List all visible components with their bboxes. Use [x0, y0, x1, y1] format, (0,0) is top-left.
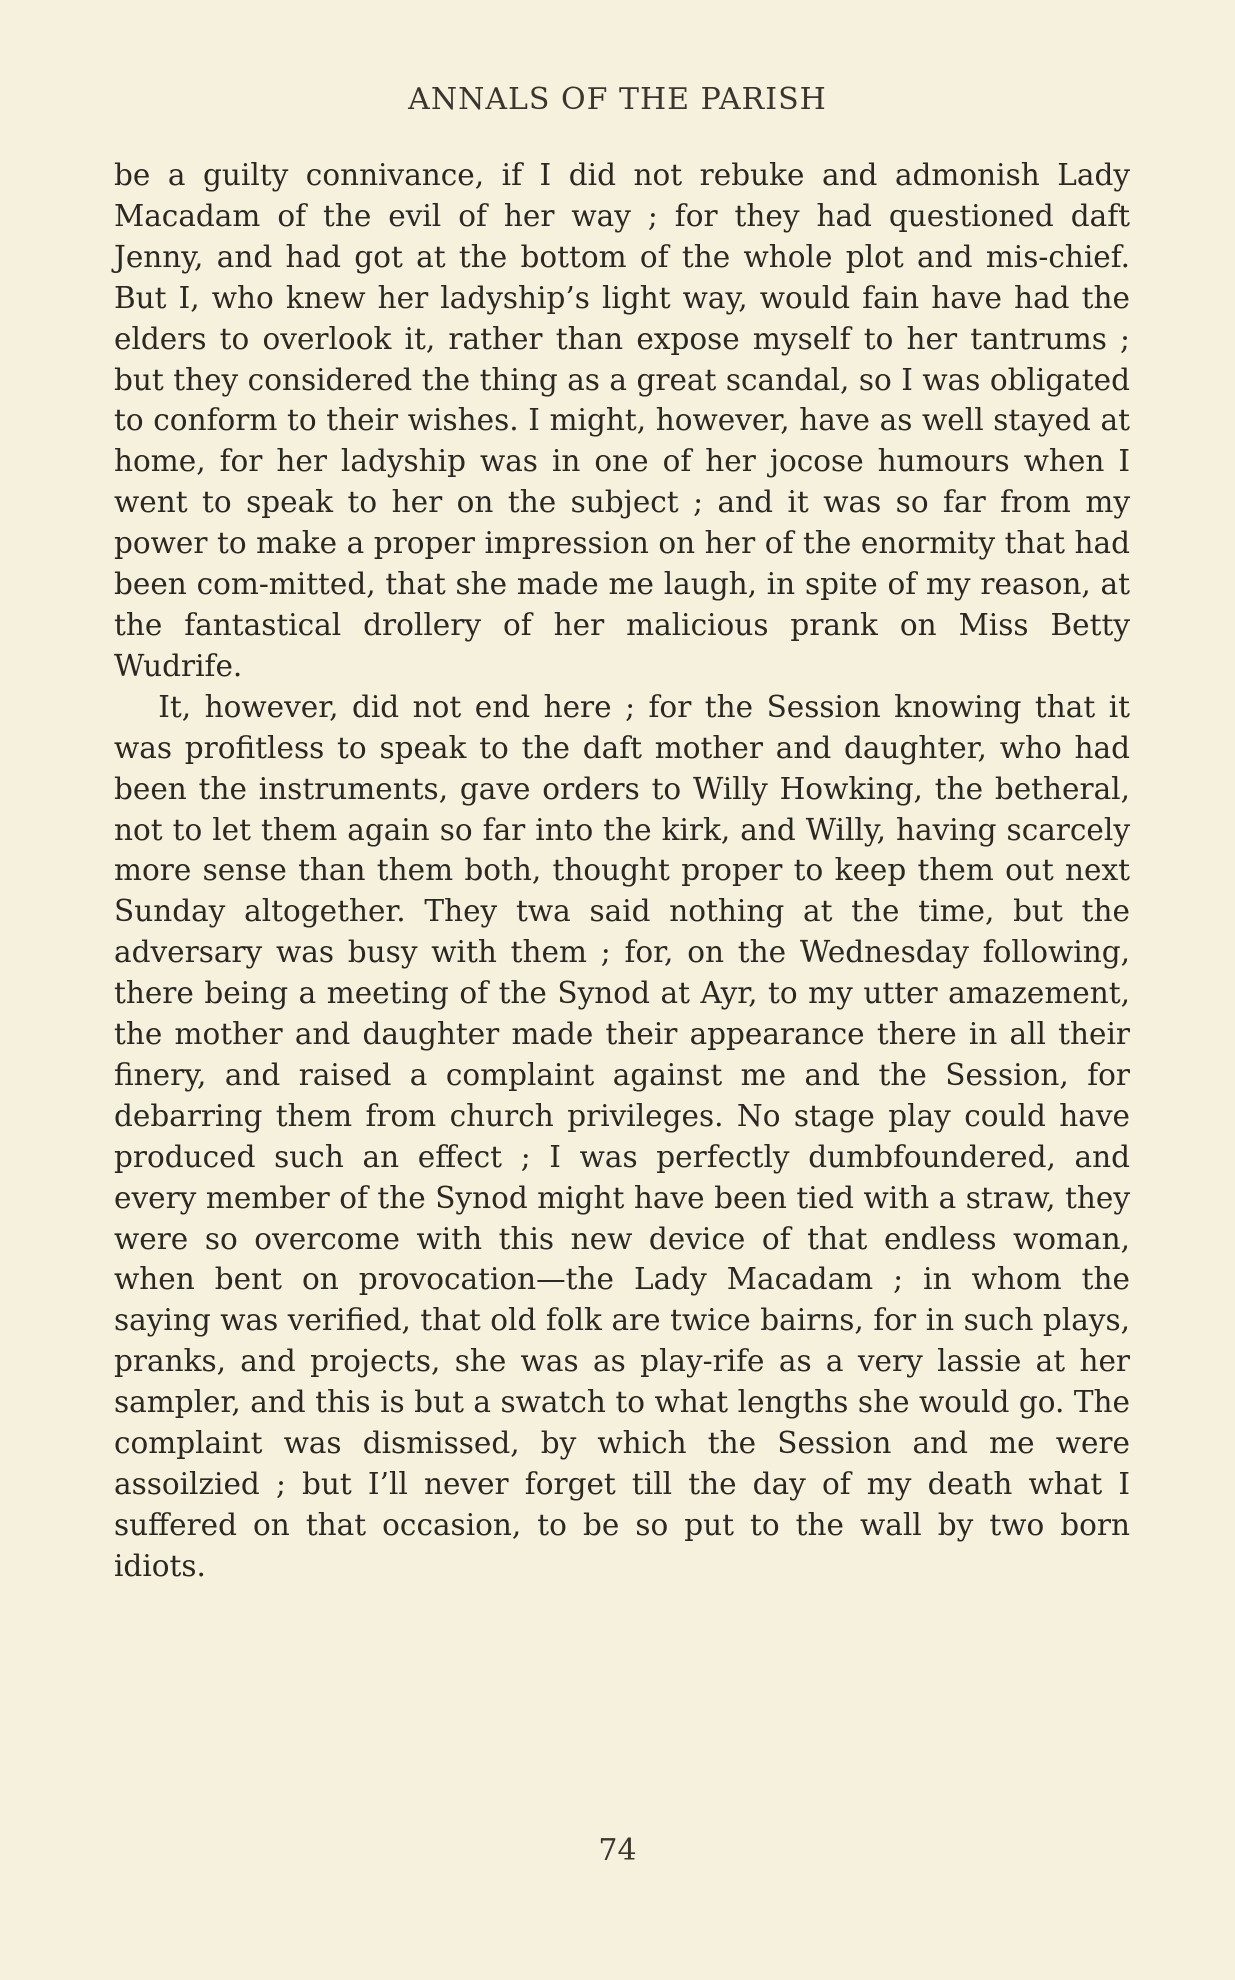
page-body: [114, 155, 1130, 1587]
paragraph-1: be a guilty connivance, if I did not rebuke and admonish Lady Macadam of the evil of her way ; for they had questioned daft Jenny, and had got at the bottom of the whole plot and mis-chief. But I, who knew her ladyship’s light way, would fain have had the elders to overlook it, rather than expose myself to her tantrums ; but they considered the thing as a great scandal, so I was obligated to conform to their wishes. I might, however, have as well stayed at home, for her ladyship was in one of her jocose humours when I went to speak to her on the subject ; and it was so far from my power to make a proper impression on her of the enormity that had been com-mitted, that she made me laugh, in spite of my reason, at the fantastical drollery of her malicious prank on Miss Betty Wudrife.: [114, 158, 1130, 683]
paragraph-2: It, however, did not end here ; for the Session knowing that it was profitless to speak to the daft mother and daughter, who had been the instruments, gave orders to Willy Howking, the betheral, not to let them again so far into the kirk, and Willy, having scarcely more sense than them both, thought proper to keep them out next Sunday altogether. They twa said nothing at the time, but the adversary was busy with them ; for, on the Wednesday following, there being a meeting of the Synod at Ayr, to my utter amazement, the mother and daughter made their appearance there in all their finery, and raised a complaint against me and the Session, for debarring them from church privileges. No stage play could have produced such an effect ; I was perfectly dumbfoundered, and every member of the Synod might have been tied with a straw, they were so overcome with this new device of that endless woman, when bent on provocation—the Lady Macadam ; in whom the saying was verified, that old folk are twice bairns, for in such plays, pranks, and projects, she was as play-rife as a very lassie at her sampler, and this is but a swatch to what lengths she would go. The complaint was dismissed, by which the Session and me were assoilzied ; but I’ll never forget till the day of my death what I suffered on that occasion, to be so put to the wall by two born idiots.: [114, 689, 1130, 1583]
running-header: ANNALS OF THE PARISH: [408, 82, 827, 117]
page-number: 74: [598, 1833, 637, 1868]
